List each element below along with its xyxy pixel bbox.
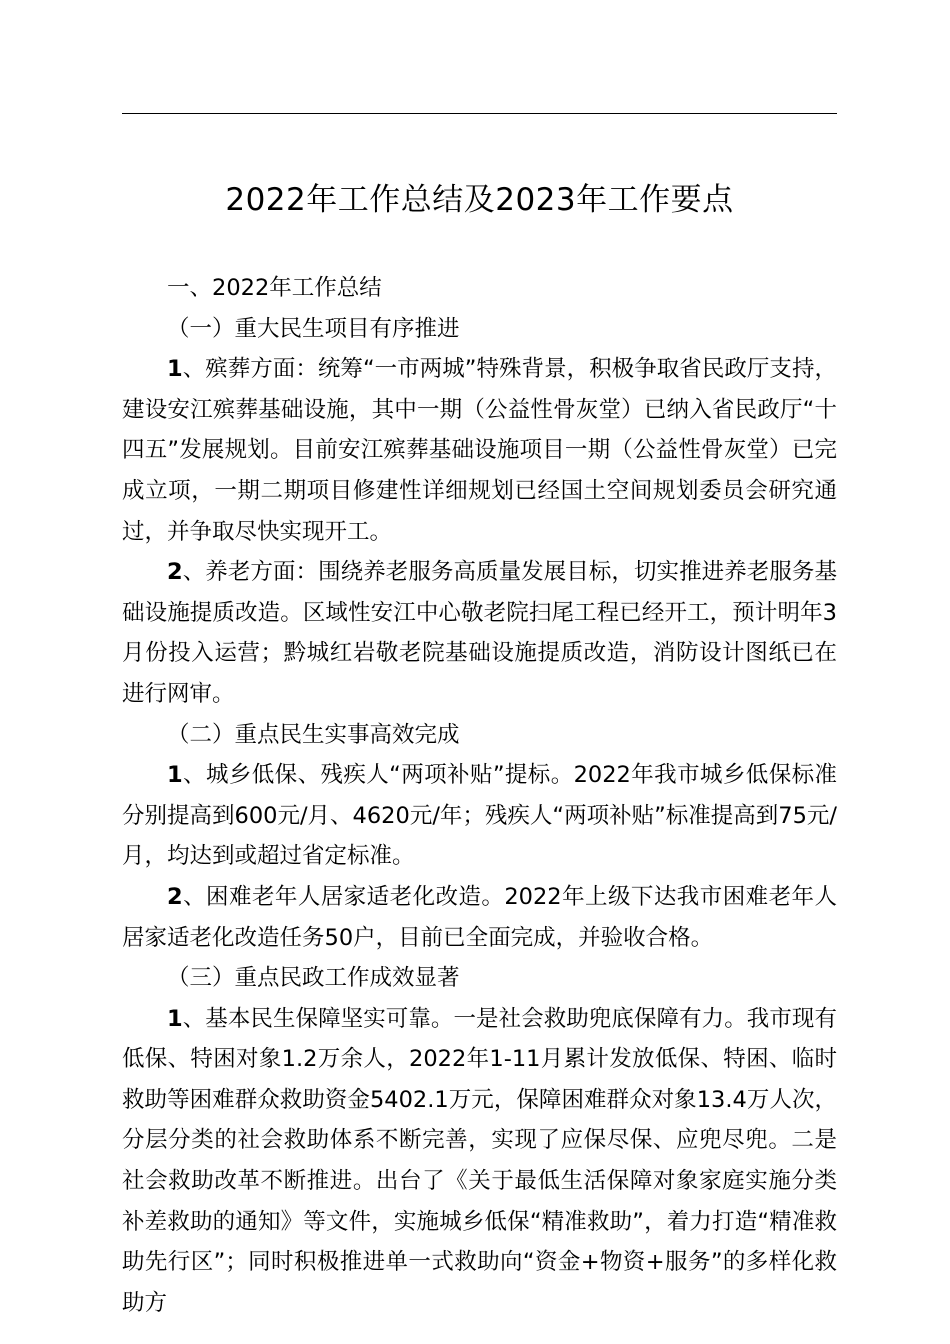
paragraph-text: 、困难老年人居家适老化改造。2022年上级下达我市困难老年人居家适老化改造任务50户，目前已全面完成，并验收合格。: [122, 883, 837, 951]
subsection-heading-3: （三）重点民政工作成效显著: [167, 965, 460, 992]
item-number: 1: [167, 1005, 183, 1032]
item-number: 1: [167, 356, 183, 383]
paragraph-text: 、基本民生保障坚实可靠。一是社会救助兜底保障有力。我市现有低保、特困对象1.2万余人，2022年1-11月累计发放低保、特困、临时救助等困难群众救助资金5402.1万元，保障困难群众对象13.4万人次，分层分类的社会救助体系不断完善，实现了应保尽保、应兜尽兜。二是社会救助改革不断推进。出台了《关于最低生活保障对象家庭实施分类补差救助的通知》等文件，实施城乡低保“精准救助”，着力打造“精准救助先行区”；同时积极推进单一式救助向“资金+物资+服务”的多样化救助方: [122, 1005, 837, 1316]
paragraph-funeral: [122, 349, 837, 552]
paragraph-text: 、殡葬方面：统筹“一市两城”特殊背景，积极争取省民政厅支持，建设安江殡葬基础设施，其中一期（公益性骨灰堂）已纳入省民政厅“十四五”发展规划。目前安江殡葬基础设施项目一期（公益性骨灰堂）已完成立项，一期二期项目修建性详细规划已经国土空间规划委员会研究通过，并争取尽快实现开工。: [122, 356, 837, 545]
paragraph-home-renovation: [122, 877, 837, 958]
subsection-heading-2: （二）重点民生实事高效完成: [167, 721, 460, 748]
item-number: 2: [167, 559, 183, 586]
paragraph-elderly-care: [122, 552, 837, 714]
section-heading-2022-summary: 一、2022年工作总结: [167, 275, 382, 301]
paragraph-basic-livelihood: [122, 999, 837, 1324]
paragraph-text: 、城乡低保、残疾人“两项补贴”提标。2022年我市城乡低保标准分别提高到600元/月、4620元/年；残疾人“两项补贴”标准提高到75元/月，均达到或超过省定标准。: [122, 762, 837, 870]
document-body: [122, 268, 837, 1323]
document-title: 2022年工作总结及2023年工作要点: [225, 182, 734, 218]
paragraph-subsidy-increase: [122, 755, 837, 877]
paragraph-text: 、养老方面：围绕养老服务高质量发展目标，切实推进养老服务基础设施提质改造。区域性安江中心敬老院扫尾工程已经开工，预计明年3月份投入运营；黔城红岩敬老院基础设施提质改造，消防设计图纸已在进行网审。: [122, 559, 837, 707]
header-rule: [122, 113, 837, 114]
item-number: 2: [167, 883, 183, 910]
item-number: 1: [167, 762, 183, 789]
subsection-heading-1: （一）重大民生项目有序推进: [167, 315, 460, 342]
